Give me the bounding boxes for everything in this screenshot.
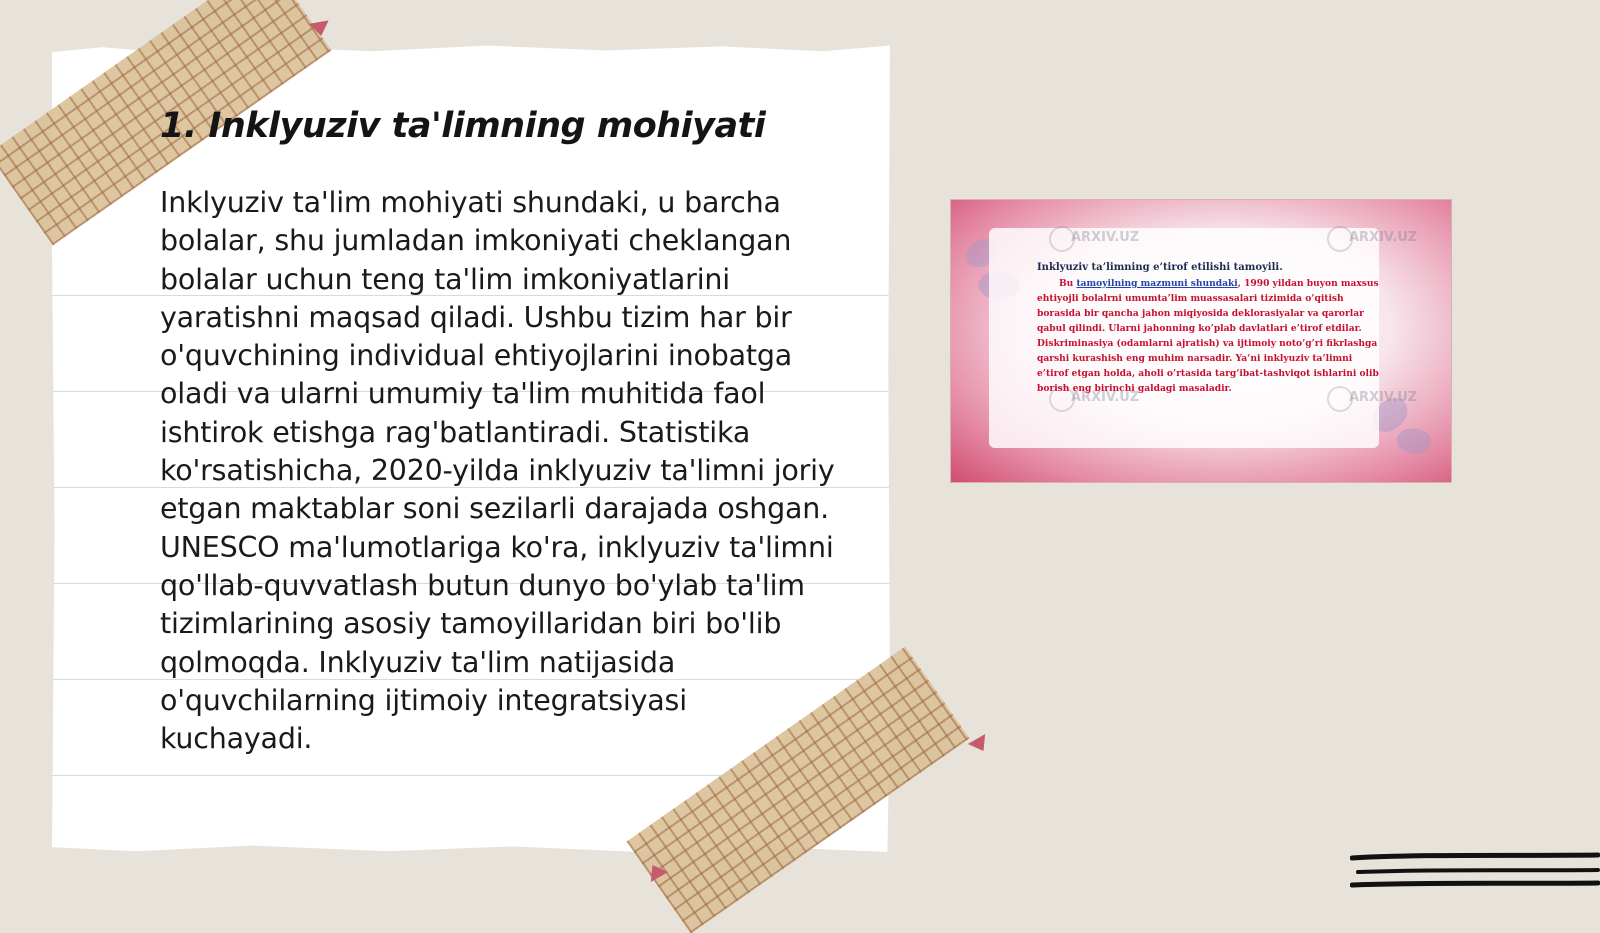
document-title: Inklyuziv ta’limning e’tirof etilishi tamoyili. [1037, 262, 1283, 273]
tape-tip-decoration [968, 734, 992, 756]
tape-tip-decoration [309, 20, 331, 37]
butterfly-decoration [1394, 423, 1435, 459]
document-body-rest: , 1990 yildan buyon maxsus ehtiyojli bolalrni umumta’lim muassasalari tizimida o’qitish borasida bir qancha jahon miqiyosida deklorasiyalar va qarorlar qabul qilindi. Ularni jahonning ko’plab davlatlari e’tirof etdilar. Diskriminasiya (odamlarni ajratish) va ijtimoiy noto’g’ri fikrlashga qarshi kurashish eng muhim narsadir. Ya’ni inklyuziv ta’limni e’tirof etgan holda, aholi o’rtasida targ’ibat-tashviqot ishlarini olib borish eng birinchi galdagi masaladir. [1037, 278, 1379, 394]
slide-heading: 1. Inklyuziv ta'limning mohiyati [160, 106, 766, 146]
watermark-text: ARXIV.UZ [1349, 230, 1418, 245]
slide-body-text: Inklyuziv ta'lim mohiyati shundaki, u barcha bolalar, shu jumladan imkoniyati cheklangan bolalar uchun teng ta'lim imkoniyatlarini yaratishni maqsad qiladi. Ushbu tizim har bir o'quvchining individual ehtiyojlarini inobatga oladi va ularni umumiy ta'lim muhitida faol ishtirok etishga rag'batlantiradi. Statistika ko'rsatishicha, 2020-yilda inklyuziv ta'limni joriy etgan maktablar soni sezilarli darajada oshgan. UNESCO ma'lumotlariga ko'ra, inklyuziv ta'limni qo'llab-quvvatlash butun dunyo bo'ylab ta'lim tizimlarining asosiy tamoyillaridan biri bo'lib qolmoqda. Inklyuziv ta'lim natijasida o'quvchilarning ijtimoiy integratsiyasi kuchayadi. [160, 186, 835, 756]
watermark-text: ARXIV.UZ [1071, 390, 1140, 405]
watermark-text: ARXIV.UZ [1071, 230, 1140, 245]
watermark-text: ARXIV.UZ [1349, 390, 1418, 405]
brush-stroke-decoration [1350, 850, 1600, 900]
document-screenshot-image [951, 200, 1451, 482]
document-body [1037, 276, 1379, 396]
document-link: tamoyilning mazmuni shundaki [1076, 278, 1238, 289]
document-body-prefix: Bu [1059, 278, 1077, 289]
